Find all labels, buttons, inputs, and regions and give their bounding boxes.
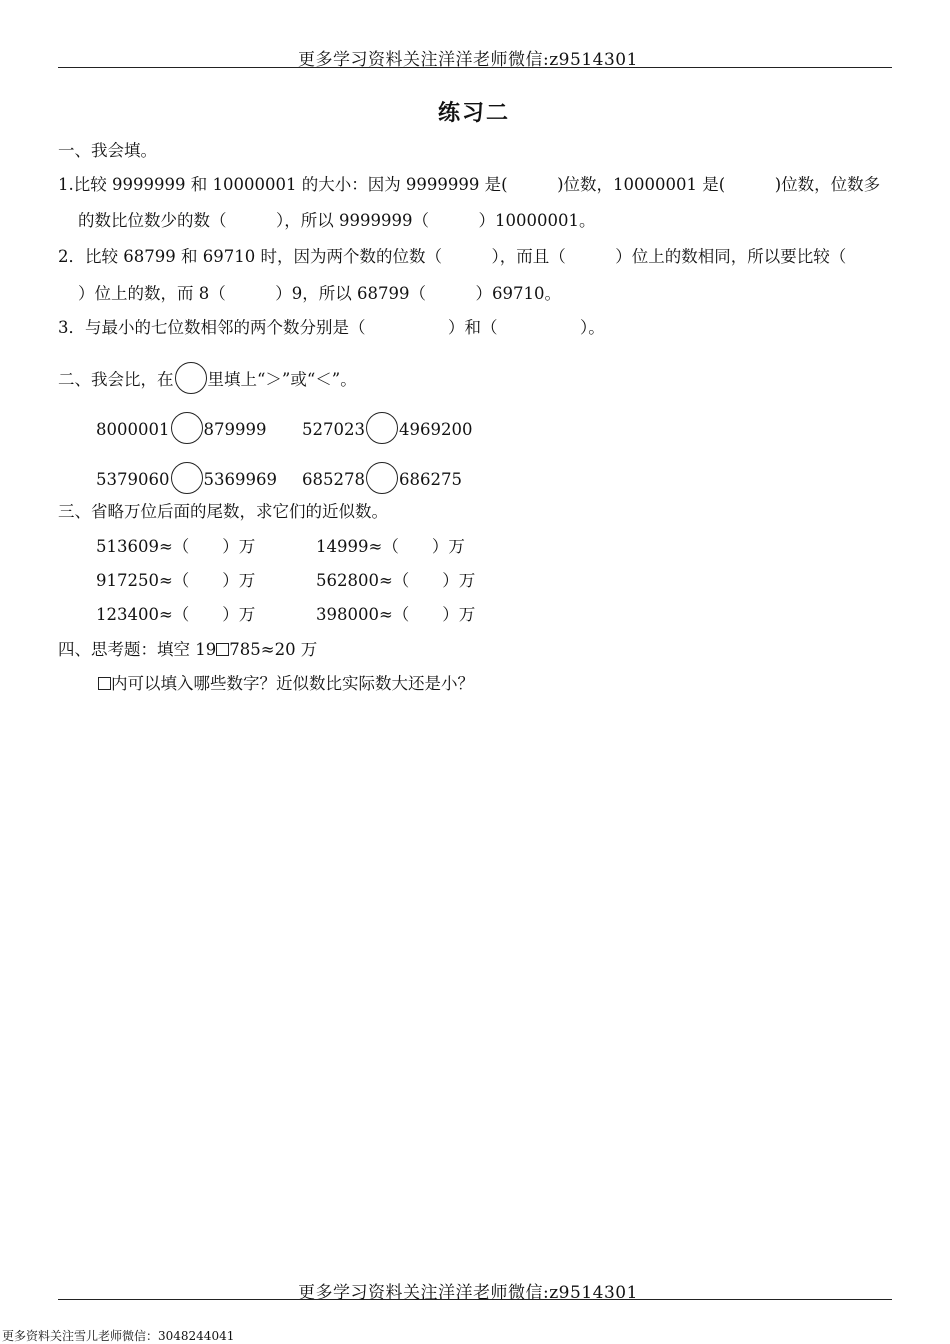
approx-item: 123400≈（ ）万 bbox=[96, 605, 256, 624]
compare-circle-icon[interactable] bbox=[366, 412, 398, 444]
section2-heading bbox=[58, 362, 357, 394]
question-2-line2: ）位上的数，而 8（ ）9，所以 68799（ ）69710。 bbox=[78, 284, 561, 303]
footer-rule bbox=[58, 1299, 892, 1300]
compare-left: 5379060 bbox=[96, 470, 170, 489]
compare-item bbox=[302, 412, 473, 444]
compare-circle-icon[interactable] bbox=[366, 462, 398, 494]
compare-right: 686275 bbox=[399, 470, 462, 489]
blank-square-icon bbox=[216, 643, 229, 656]
compare-circle-icon[interactable] bbox=[171, 462, 203, 494]
section4-heading bbox=[58, 636, 317, 660]
compare-item bbox=[96, 412, 267, 444]
section4-question bbox=[98, 670, 474, 694]
answer-circle-icon bbox=[175, 362, 207, 394]
compare-item bbox=[302, 462, 462, 494]
section4-question-text: 内可以填入哪些数字？近似数比实际数大还是小？ bbox=[111, 674, 474, 693]
question-1-line2: 的数比位数少的数（ ），所以 9999999（ ）10000001。 bbox=[78, 211, 596, 230]
question-1-line1: 1.比较 9999999 和 10000001 的大小：因为 9999999 是( )位数，10000001 是( )位数，位数多 bbox=[58, 175, 881, 194]
compare-item bbox=[96, 462, 277, 494]
question-3: 3．与最小的七位数相邻的两个数分别是（ ）和（ ）。 bbox=[58, 318, 605, 337]
approx-item: 562800≈（ ）万 bbox=[316, 571, 476, 590]
compare-left: 527023 bbox=[302, 420, 365, 439]
header-rule bbox=[58, 67, 892, 68]
compare-circle-icon[interactable] bbox=[171, 412, 203, 444]
blank-square-icon bbox=[98, 677, 111, 690]
page-header: 更多学习资料关注洋洋老师微信:z9514301 bbox=[298, 50, 638, 70]
compare-right: 5369969 bbox=[203, 470, 277, 489]
compare-right: 4969200 bbox=[399, 420, 473, 439]
question-2-line1: 2．比较 68799 和 69710 时，因为两个数的位数（ ），而且（ ）位上的数相同，所以要比较（ bbox=[58, 247, 847, 266]
compare-left: 685278 bbox=[302, 470, 365, 489]
section2-heading-pre: 二、我会比，在 bbox=[58, 370, 174, 389]
footer-note: 更多资料关注雪儿老师微信：3048244041 bbox=[2, 1329, 235, 1343]
page-footer: 更多学习资料关注洋洋老师微信:z9514301 bbox=[298, 1283, 638, 1303]
section1-heading: 一、我会填。 bbox=[58, 141, 157, 160]
section4-heading-post: 785≈20 万 bbox=[229, 640, 318, 659]
section4-heading-pre: 四、思考题：填空 19 bbox=[58, 640, 217, 659]
compare-left: 8000001 bbox=[96, 420, 170, 439]
section2-heading-post: 里填上“＞”或“＜”。 bbox=[207, 370, 357, 389]
compare-right: 879999 bbox=[203, 420, 267, 439]
page-title: 练习二 bbox=[438, 100, 511, 126]
approx-item: 14999≈（ ）万 bbox=[316, 537, 465, 556]
section3-heading: 三、省略万位后面的尾数，求它们的近似数。 bbox=[58, 502, 388, 521]
approx-item: 917250≈（ ）万 bbox=[96, 571, 256, 590]
approx-item: 513609≈（ ）万 bbox=[96, 537, 256, 556]
approx-item: 398000≈（ ）万 bbox=[316, 605, 476, 624]
